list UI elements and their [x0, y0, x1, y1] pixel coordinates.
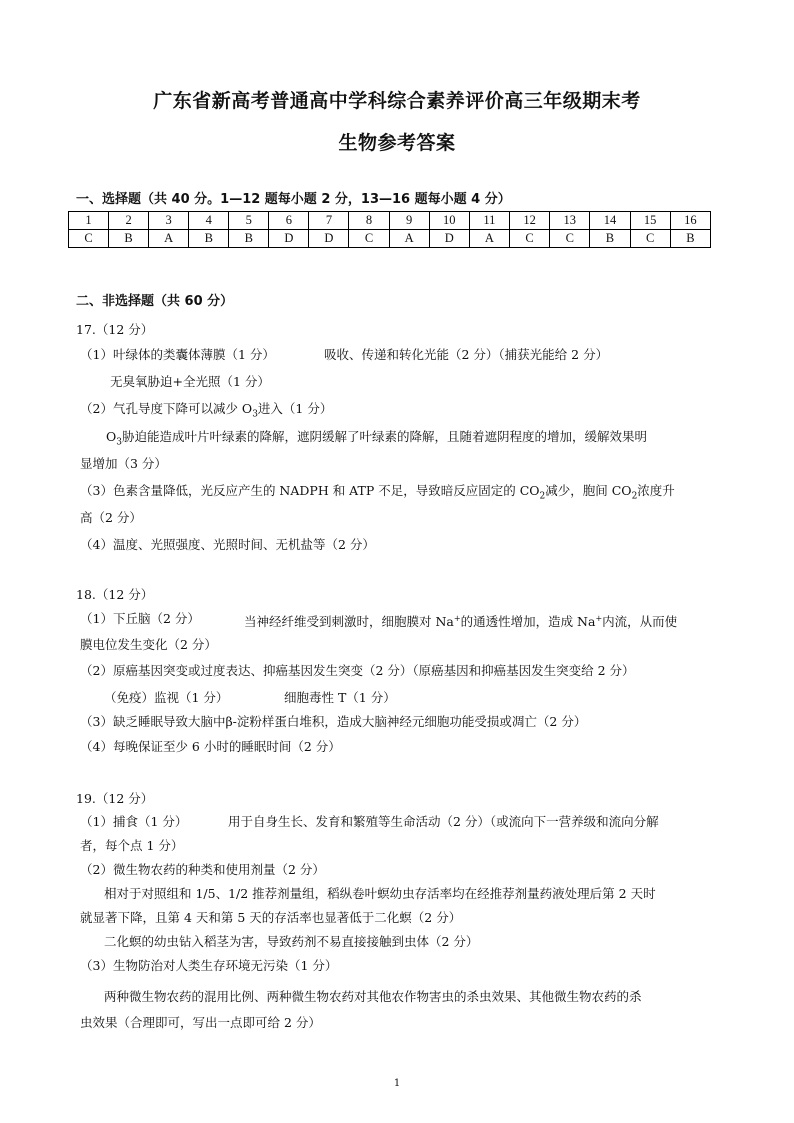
q19-header: 19.（12 分）: [76, 791, 154, 806]
answer-cell: C: [69, 230, 109, 248]
question-number-cell: 8: [349, 212, 389, 230]
section1-heading: 一、选择题（共 40 分。1—12 题每小题 2 分，13—16 题每小题 4 分）: [76, 192, 511, 207]
answer-cell: D: [269, 230, 309, 248]
q19-2: 者，每个点 1 分）: [80, 838, 184, 853]
q17-5: 显增加（3 分）: [80, 456, 167, 471]
q17-7: 高（2 分）: [80, 510, 142, 525]
question-number-cell: 3: [149, 212, 189, 230]
answer-cell: B: [109, 230, 149, 248]
question-number-row: [69, 212, 711, 230]
answer-cell: A: [469, 230, 509, 248]
answer-cell: D: [429, 230, 469, 248]
q19-9: 虫效果（合理即可，写出一点即可给 2 分）: [80, 1015, 321, 1030]
q19-8: 两种微生物农药的混用比例、两种微生物农药对其他农作物害虫的杀虫效果、其他微生物农药的杀: [104, 989, 642, 1004]
q18-header: 18.（12 分）: [76, 587, 154, 602]
q17-8: （4）温度、光照强度、光照时间、无机盐等（2 分）: [80, 537, 375, 552]
q18-5: （3）缺乏睡眠导致大脑中β-淀粉样蛋白堆积，造成大脑神经元细胞功能受损或凋亡（2 分）: [80, 714, 587, 729]
answer-cell: C: [630, 230, 670, 248]
answer-cell: C: [550, 230, 590, 248]
question-number-cell: 2: [109, 212, 149, 230]
q18-4a: （免疫）监视（1 分）: [104, 690, 229, 705]
q19-6: 二化螟的幼虫钻入稻茎为害，导致药剂不易直接接触到虫体（2 分）: [104, 934, 479, 949]
page-title: 广东省新高考普通高中学科综合素养评价高三年级期末考: [153, 90, 641, 112]
answer-cell: B: [670, 230, 710, 248]
q18-6: （4）每晚保证至少 6 小时的睡眠时间（2 分）: [80, 739, 341, 754]
answer-cell: A: [389, 230, 429, 248]
question-number-cell: 12: [509, 212, 549, 230]
q18-1a: （1）下丘脑（2 分）: [80, 611, 200, 626]
q19-4: 相对于对照组和 1/5、1/2 推荐剂量组，稻纵卷叶螟幼虫存活率均在经推荐剂量药液处理后第 2 天时: [104, 886, 656, 901]
q19-1a: （1）捕食（1 分）: [80, 814, 188, 829]
question-number-cell: 14: [590, 212, 630, 230]
answer-row: [69, 230, 711, 248]
question-number-cell: 13: [550, 212, 590, 230]
answer-cell: D: [309, 230, 349, 248]
question-number-cell: 6: [269, 212, 309, 230]
section2-heading: 二、非选择题（共 60 分）: [76, 294, 234, 309]
q18-4b: 细胞毒性 T（1 分）: [284, 690, 396, 705]
answer-cell: B: [229, 230, 269, 248]
question-number-cell: 7: [309, 212, 349, 230]
q19-3: （2）微生物农药的种类和使用剂量（2 分）: [80, 862, 325, 877]
q19-7: （3）生物防治对人类生存环境无污染（1 分）: [80, 958, 338, 973]
q17-1a: （1）叶绿体的类囊体薄膜（1 分）: [80, 347, 275, 362]
question-number-cell: 10: [429, 212, 469, 230]
answer-cell: C: [509, 230, 549, 248]
answer-cell: C: [349, 230, 389, 248]
q18-3: （2）原癌基因突变或过度表达、抑癌基因发生突变（2 分）（原癌基因和抑癌基因发生突变给 2 分）: [80, 663, 635, 678]
q17-1b: 吸收、传递和转化光能（2 分）（捕获光能给 2 分）: [324, 347, 609, 362]
q17-2: 无臭氧胁迫+全光照（1 分）: [110, 374, 270, 389]
q19-1b: 用于自身生长、发育和繁殖等生命活动（2 分）（或流向下一营养级和流向分解: [228, 814, 659, 829]
q18-1b: 当神经纤维受到刺激时，细胞膜对 Na+的通透性增加，造成 Na+内流，从而使: [244, 614, 678, 630]
answer-table: [68, 211, 711, 248]
answer-cell: A: [149, 230, 189, 248]
q18-2: 膜电位发生变化（2 分）: [80, 637, 217, 652]
question-number-cell: 15: [630, 212, 670, 230]
q17-header: 17.（12 分）: [76, 322, 154, 337]
answer-cell: B: [189, 230, 229, 248]
q19-5: 就显著下降，且第 4 天和第 5 天的存活率也显著低于二化螟（2 分）: [80, 910, 462, 925]
q17-6: （3）色素含量降低，光反应产生的 NADPH 和 ATP 不足，导致暗反应固定的 $CO_2$减少，胞间 $CO_2$浓度升: [80, 483, 675, 502]
question-number-cell: 1: [69, 212, 109, 230]
question-number-cell: 16: [670, 212, 710, 230]
answer-cell: B: [590, 230, 630, 248]
page-number: 1: [393, 1078, 401, 1089]
q17-4: $O_3$胁迫能造成叶片叶绿素的降解，遮阴缓解了叶绿素的降解，且随着遮阴程度的增加，缓解效果明: [106, 429, 647, 448]
question-number-cell: 9: [389, 212, 429, 230]
question-number-cell: 11: [469, 212, 509, 230]
question-number-cell: 4: [189, 212, 229, 230]
question-number-cell: 5: [229, 212, 269, 230]
page-subtitle: 生物参考答案: [338, 132, 456, 154]
q17-3: （2）气孔导度下降可以减少 $O_3$进入（1 分）: [80, 401, 333, 420]
